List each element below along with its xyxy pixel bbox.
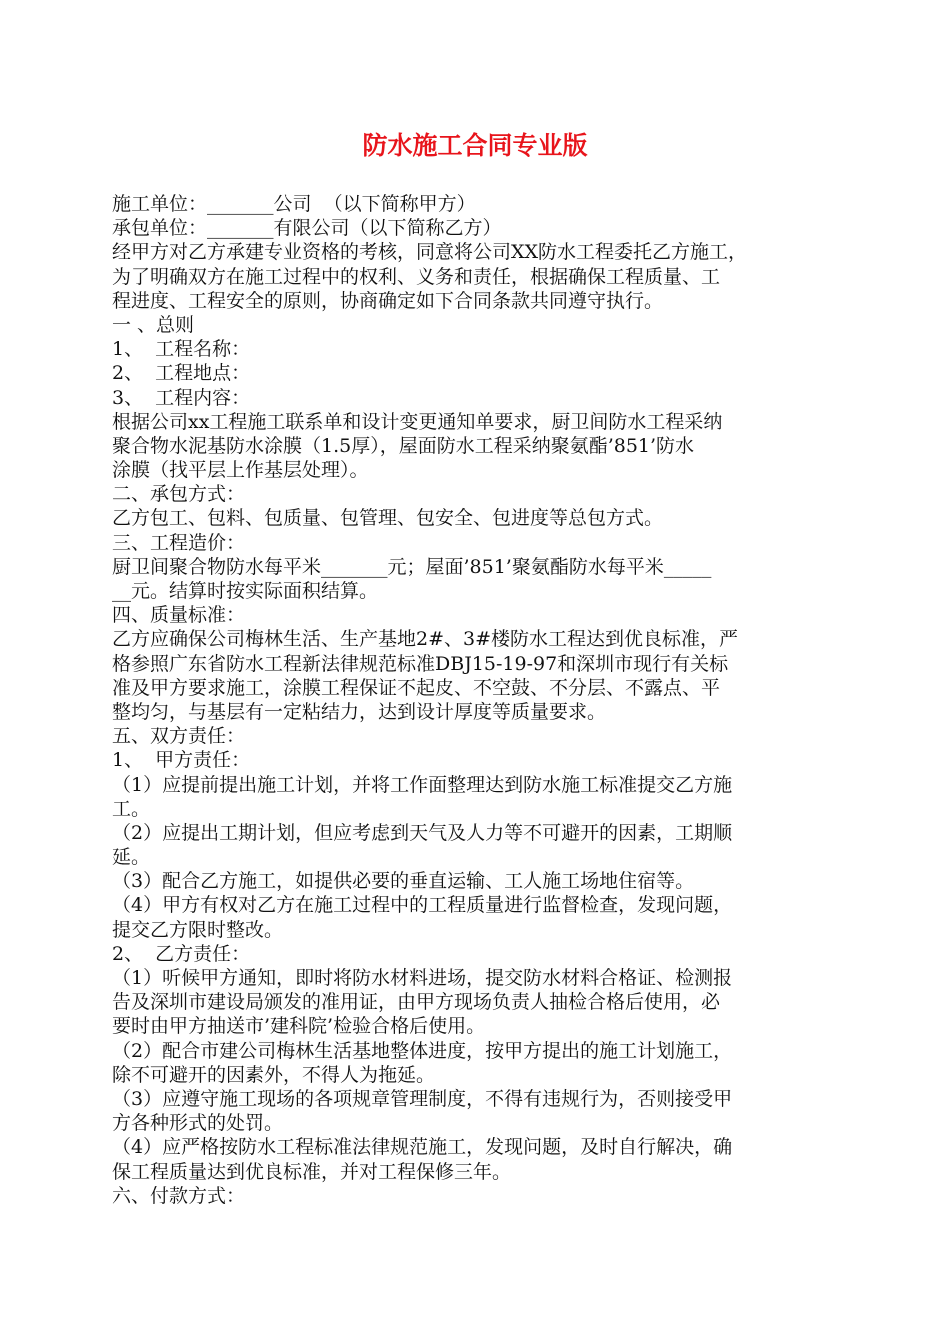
document-title: 防水施工合同专业版: [362, 131, 588, 160]
text-line: 2、 乙方责任：: [112, 942, 251, 965]
text-line: 为了明确双方在施工过程中的权利、义务和责任，根据确保工程质量、工: [112, 265, 721, 288]
text-line: 乙方应确保公司梅林生活、生产基地2#、3#楼防水工程达到优良标准，严: [112, 628, 739, 651]
document-body: [112, 192, 852, 1208]
text-line: 保工程质量达到优良标准，并对工程保修三年。: [112, 1160, 512, 1183]
text-line: 程进度、工程安全的原则，协商确定如下合同条款共同遵守执行。: [112, 289, 664, 312]
text-line: （1）应提前提出施工计划，并将工作面整理达到防水施工标准提交乙方施: [112, 773, 733, 796]
text-line: 施工单位：_______公司 （以下简称甲方）: [112, 193, 476, 215]
text-line: 1、 甲方责任：: [112, 749, 251, 772]
text-line: 整均匀，与基层有一定粘结力，达到设计厚度等质量要求。: [112, 700, 607, 723]
section-heading: 四、质量标准：: [112, 604, 246, 627]
text-line: 提交乙方限时整改。: [112, 918, 284, 941]
text-line: 根据公司xx工程施工联系单和设计变更通知单要求，厨卫间防水工程采纳: [112, 410, 723, 433]
section-heading: 五、双方责任：: [112, 725, 246, 748]
text-line: （4）甲方有权对乙方在施工过程中的工程质量进行监督检查，发现问题，: [112, 894, 733, 917]
text-line: 工。: [112, 797, 151, 820]
text-line: 准及甲方要求施工，涂膜工程保证不起皮、不空鼓、不分层、不露点、平: [112, 676, 721, 699]
text-line: 经甲方对乙方承建专业资格的考核，同意将公司XX防水工程委托乙方施工，: [112, 241, 748, 264]
text-line: 承包单位：_______有限公司（以下简称乙方）: [112, 217, 502, 240]
text-line: 厨卫间聚合物防水每平米_______元；屋面’851’聚氨酯防水每平米_____: [112, 555, 712, 578]
text-line: （4）应严格按防水工程标准法律规范施工，发现问题，及时自行解决，确: [112, 1136, 733, 1159]
text-line: 乙方包工、包料、包质量、包管理、包安全、包进度等总包方式。: [112, 507, 664, 530]
text-line: __元。结算时按实际面积结算。: [112, 580, 379, 602]
text-line: 3、 工程内容：: [112, 386, 251, 409]
text-line: 方各种形式的处罚。: [112, 1112, 284, 1135]
text-line: （3）配合乙方施工，如提供必要的垂直运输、工人施工场地住宿等。: [112, 870, 695, 893]
text-line: （2）应提出工期计划，但应考虑到天气及人力等不可避开的因素，工期顺: [112, 821, 733, 844]
text-line: （3）应遵守施工现场的各项规章管理制度，不得有违规行为，否则接受甲: [112, 1087, 733, 1110]
text-line: 要时由甲方抽送市’建科院’检验合格后使用。: [112, 1015, 486, 1038]
section-heading: 一 、总则: [112, 313, 195, 336]
text-line: 1、 工程名称：: [112, 338, 251, 361]
text-line: （2）配合市建公司梅林生活基地整体进度，按甲方提出的施工计划施工，: [112, 1039, 733, 1062]
text-line: 告及深圳市建设局颁发的准用证，由甲方现场负责人抽检合格后使用，必: [112, 991, 721, 1014]
text-line: 聚合物水泥基防水涂膜（1.5厚），屋面防水工程采纳聚氨酯’851’防水: [112, 434, 695, 457]
section-heading: 三、工程造价：: [112, 531, 246, 554]
text-line: 涂膜（找平层上作基层处理）。: [112, 459, 369, 482]
section-heading: 二、承包方式：: [112, 483, 246, 506]
text-line: 延。: [112, 846, 151, 869]
text-line: 格参照广东省防水工程新法律规范标准DBJ15-19-97和深圳市现行有关标: [112, 652, 729, 675]
text-line: 除不可避开的因素外，不得人为拖延。: [112, 1063, 436, 1086]
text-line: 2、 工程地点：: [112, 362, 251, 385]
text-line: （1）听候甲方通知，即时将防水材料进场，提交防水材料合格证、检测报: [112, 967, 733, 989]
section-heading: 六、付款方式：: [112, 1184, 246, 1207]
